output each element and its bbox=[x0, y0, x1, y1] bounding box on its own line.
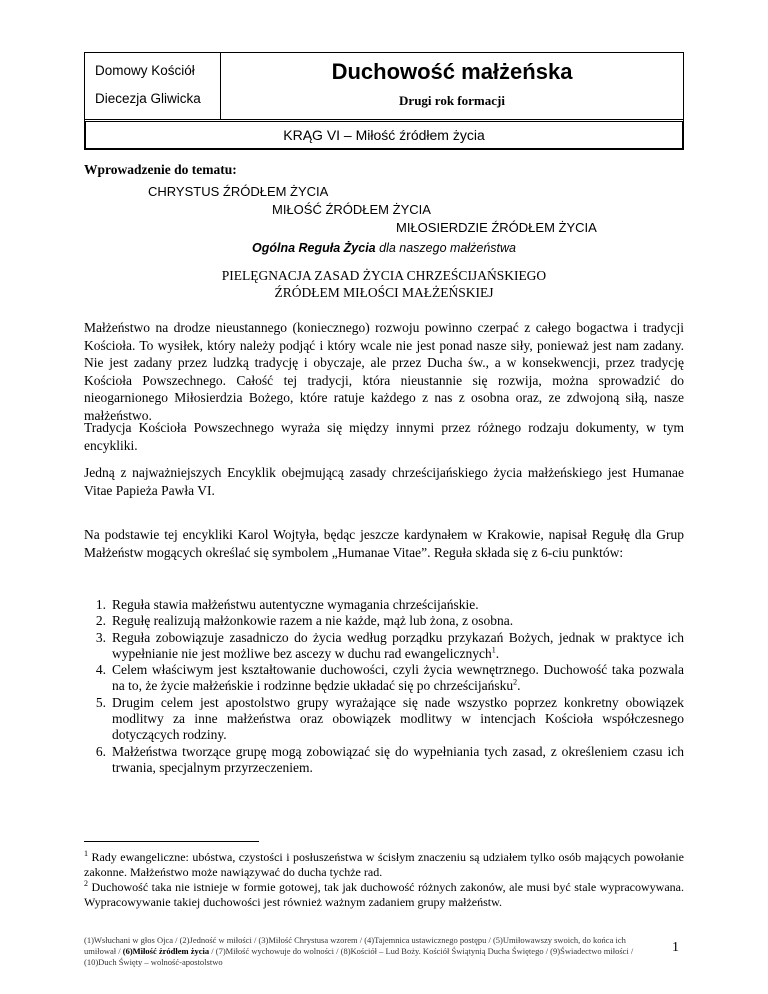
header-top-row bbox=[85, 53, 683, 120]
footnote-2: $^2$ Duchowość taka nie istnieje w formie gotowej, tak jak duchowość różnych zakonów, ale musi być stale wypracowywana. Wypracowywanie takiej duchowości jest również ważnym zadaniem grupy małżeństw. bbox=[84, 879, 684, 909]
care-line-2: ŹRÓDŁEM MIŁOŚCI MAŁŻEŃSKIEJ bbox=[274, 285, 494, 300]
intro-line-2: MIŁOŚĆ ŹRÓDŁEM ŻYCIA bbox=[272, 202, 431, 217]
diocese-name: Diecezja Gliwicka bbox=[95, 91, 201, 106]
footnote-ref-1[interactable]: 1 bbox=[491, 645, 496, 655]
document-title: Duchowość małżeńska bbox=[331, 59, 573, 84]
footnote-1: $^1$ Rady ewangeliczne: ubóstwa, czystości i posłuszeństwa w ścisłym znaczeniu są udziałem tylko osób mających powołanie zakonne. Małżeństwo może nawiązywać do ducha tychże rad. bbox=[84, 849, 684, 879]
circle-title: KRĄG VI – Miłość źródłem życia bbox=[283, 127, 485, 143]
rule-item: 5. Drugim celem jest apostolstwo grupy wyrażające się nade wszystko poprzez konkretny obowiązek modlitwy za inne małżeństwa oraz obowiązek modlitwy w intencjach Kościoła współczesnego dotyczących rodziny. bbox=[95, 694, 684, 743]
rule-item: 6. Małżeństwa tworzące grupę mogą zobowiązać się do wypełniania tych zasad, z określeniem czasu ich trwania, specjalnym przyrzeczeniem. bbox=[95, 743, 684, 775]
rule-item: 4. Celem właściwym jest kształtowanie duchowości, czyli życia wewnętrznego. Duchowość taka pozwala na to, że życie małżeńskie i rodzinne będzie układać się po chrześcijańsku$^2$. bbox=[95, 662, 684, 694]
circle-row bbox=[85, 121, 683, 149]
header-box bbox=[84, 52, 684, 150]
paragraph-2: Tradycja Kościoła Powszechnego wyraża się między innymi przez różnego rodzaju dokumenty, w tym encykliki. bbox=[84, 420, 684, 453]
current-topic: (6)Miłość źródłem życia bbox=[122, 946, 210, 956]
series-footer: (1)Wsłuchani w głos Ojca / (2)Jedność w miłości / (3)Miłość Chrystusa wzorem / (4)Tajemnica ustawicznego postępu / (5)Umiłowawszy swoich, do końca ich umiłował / (6)Miłość źródłem życia / (7)Miłość wychowuje do wolności / (8)Kościół – Lud Boży. Kościół Świątynią Ducha Świętego / (9)Świadectwo miłości / (10)Duch Święty – wolność-apostolstwo bbox=[84, 935, 634, 967]
rule-heading bbox=[84, 241, 684, 255]
intro-line-1: CHRYSTUS ŹRÓDŁEM ŻYCIA bbox=[148, 184, 329, 199]
rule-item: 1. Reguła stawia małżeństwu autentyczne wymagania chrześcijańskie. bbox=[95, 597, 479, 612]
rule-item: 2. Regułę realizują małżonkowie razem a nie każde, mąż lub żona, z osobna. bbox=[95, 613, 514, 629]
rule-item: 3. Reguła zobowiązuje zasadniczo do życia według porządku przykazań Bożych, jednak w praktyce ich wypełnianie nie jest możliwe bez ascezy w duchu rad ewangelicznych$^1$. bbox=[95, 629, 684, 661]
paragraph-1: Małżeństwo na drodze nieustannego (koniecznego) rozwoju powinno czerpać z całego bogactwa i tradycji Kościoła. To wysiłek, który należy podjąć i który wcale nie jest ponad nasze siły, ponieważ jest nam zadany. Nie jest zadany przez ludzką tradycję i obyczaje, ale przez Ducha św., a w konsekwencji, przez tradycję Kościoła Powszechnego. Całość tej tradycji, która nieustannie się rozwija, można sprowadzić do nieogarnionego Miłosierdzia Bożego, które ratuje każdego z nas z osobna oraz, ze zdwojoną siłą, nasze małżeństwo. bbox=[84, 320, 684, 423]
document-subtitle: Drugi rok formacji bbox=[399, 93, 505, 108]
paragraph-4: Na podstawie tej encykliki Karol Wojtyła, będąc jeszcze kardynałem w Krakowie, napisał Regułę dla Grup Małżeństw mogących określać się symbolem „Humanae Vitae”. Reguła składa się z 6-ciu punktów: bbox=[84, 527, 684, 560]
page-number: 1 bbox=[672, 940, 679, 955]
rules-list bbox=[84, 597, 684, 776]
header-org-cell bbox=[85, 53, 221, 119]
footnote-ref-2[interactable]: 2 bbox=[513, 677, 518, 687]
paragraph-3: Jedną z najważniejszych Encyklik obejmującą zasady chrześcijańskiego życia małżeńskiego jest Humanae Vitae Papieża Pawła VI. bbox=[84, 465, 684, 498]
care-line-1: PIELĘGNACJA ZASAD ŻYCIA CHRZEŚCIJAŃSKIEGO bbox=[221, 268, 547, 283]
intro-line-3: MIŁOSIERDZIE ŹRÓDŁEM ŻYCIA bbox=[396, 220, 597, 235]
rule-heading-rest: dla naszego małżeństwa bbox=[375, 241, 516, 255]
footnote-separator bbox=[84, 841, 259, 842]
rule-heading-bold: Ogólna Reguła Życia bbox=[252, 241, 376, 255]
org-name: Domowy Kościół bbox=[95, 63, 195, 78]
intro-heading: Wprowadzenie do tematu: bbox=[84, 162, 237, 177]
